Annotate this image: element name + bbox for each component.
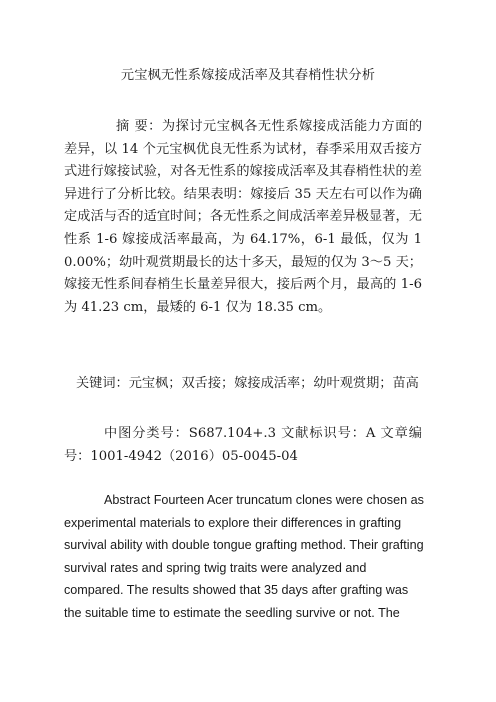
english-abstract: Abstract Fourteen Acer truncatum clones were chosen as experimental materials to explore their differences in grafting survival ability with double tongue grafting method. Their grafting survival rates and spring twig traits were analyzed and compared. The results showed that 35 days after grafting was the suitable time to estimate the seedling survive or not. The (64, 493, 424, 620)
abstract-text: 为探讨元宝枫各无性系嫁接成活能力方面的差异，以 14 个元宝枫优良无性系为试材，春季采用双舌接方式进行嫁接试验，对各无性系的嫁接成活率及其春梢性状的差异进行了分析比较。结果表明：嫁接后 35 天左右可以作为确定成活与否的适宜时间；各无性系之间成活率差异极显著，无性系 1-6 嫁接成活率最高，为 64.17%，6-1 最低，仅为 10.00%；幼叶观赏期最长的达十多天，最短的仅为 3～5 天；嫁接无性系间春梢生长量差异很大，接后两个月，最高的 1-6 为 41.23 cm，最矮的 6-1 仅为 18.35 cm。 (64, 119, 423, 315)
abstract-label: 摘 要： (116, 119, 162, 134)
keywords-line: 关键词：元宝枫；双舌接；嫁接成活率；幼叶观赏期；苗高 (76, 376, 419, 391)
chinese-abstract (64, 116, 422, 319)
document-title: 元宝枫无性系嫁接成活率及其春梢性状分析 (120, 68, 376, 83)
classification-line: 中图分类号：S687.104+.3 文献标识号：A 文章编号：1001-4942（2016）05-0045-04 (64, 426, 422, 464)
